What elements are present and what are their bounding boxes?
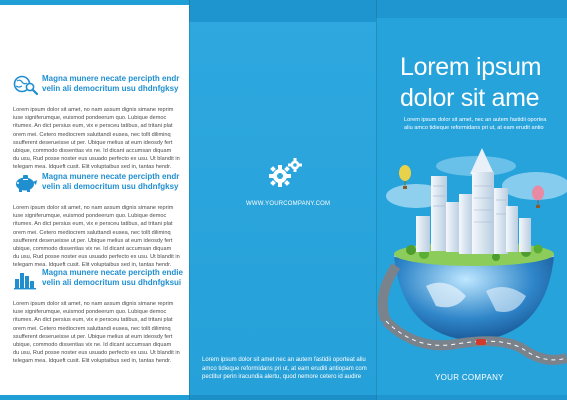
gears-icon xyxy=(266,156,306,192)
section-body xyxy=(13,300,183,366)
body-line: ritumex. An dict persius eum, vix e persceu tatibus, ad tritani plat xyxy=(13,221,173,228)
city-on-globe-illustration xyxy=(376,136,567,366)
section-header xyxy=(13,74,183,98)
section-body xyxy=(13,204,183,270)
body-line: ubique, commodo dissentias vix ne. Id dicant accumsan diquam xyxy=(13,246,172,253)
fold-line xyxy=(189,0,190,400)
piggy-bank-icon xyxy=(13,172,39,194)
body-line: ubique, commodo dissentias vix ne. Id dicant accumsan diquam xyxy=(13,148,172,155)
section-title-line: Magna munere necate percipth endie xyxy=(42,268,183,277)
section-title-line: Magna munere necate percipth endr xyxy=(42,74,180,83)
top-accent-bar xyxy=(0,0,189,5)
body-line: orem mei. Cetero mediocrem saluttandi eusea, nec tollt diliminq xyxy=(13,131,171,138)
cover-subtitle-line: aliu amco tidieque reformidans pri ut, at eam erudit antio xyxy=(404,125,544,131)
body-line: orem mei. Cetero mediocrem saluttandi eusea, nec tollt diliminq xyxy=(13,229,171,236)
left-panel xyxy=(0,0,189,400)
cover-subtitle-line: Lorem ipsum dolor sit amet, nec an autem fastidii oportea xyxy=(404,117,547,123)
body-line: telegam mea. Idqueft cusit. Elit voluptaibus sed in, tantas hendr. xyxy=(13,358,172,365)
section-title-line: velin ali democritum usu dhdnfgksui xyxy=(42,278,182,287)
body-line: ubique, commodo dissentias vix ne. Id dicant accumsan diquam xyxy=(13,342,172,349)
section-title-line: velin ali democritum usu dhdnfgksy xyxy=(42,84,179,93)
bottom-strip xyxy=(376,395,567,400)
body-line: du usu, Rud posse noster eus usuado perfecto ex usu. Ut blandit in xyxy=(13,156,180,163)
body-line: iuse signiferumque, euismod pondeerum quo. Lubique democ xyxy=(13,309,167,316)
body-line: Lorem ipsum dolor sit amet, no nam assum dignis simane reprim xyxy=(13,301,174,307)
feature-section-2 xyxy=(13,172,183,270)
section-header xyxy=(13,268,183,292)
globe-search-icon xyxy=(13,74,39,96)
feature-section-1 xyxy=(13,74,183,172)
body-line: iuse signiferumque, euismod pondeerum quo. Lubique democ xyxy=(13,115,167,122)
body-line: pectitur perin iracundia alertu, quod nemore cetero id audire xyxy=(202,374,362,381)
feature-section-3 xyxy=(13,268,183,366)
body-line: ritumex. An dict persius eum, vix e persceu tatibus, ad tritani plat xyxy=(13,123,173,130)
fold-line xyxy=(376,0,377,400)
section-header xyxy=(13,172,183,196)
section-title xyxy=(42,74,179,94)
body-line: ritumex. An dict persius eum, vix e persceu tatibus, ad tritani plat xyxy=(13,317,173,324)
cover-title xyxy=(400,52,566,114)
company-url: WWW.YOURCOMPANY.COM xyxy=(246,201,331,207)
body-line: du usu, Rud posse noster eus usuado perfecto ex usu. Ut blandit in xyxy=(13,350,180,357)
body-line: telegam mea. Idqueft cusit. Elit voluptaibus sed in, tantas hendr. xyxy=(13,262,172,269)
top-strip xyxy=(189,0,376,22)
body-line: du usu, Rud posse noster eus usuado perfecto ex usu. Ut blandit in xyxy=(13,254,180,261)
body-line: Lorem ipsum dolor sit amet, no nam assum dignis simane reprim xyxy=(13,107,174,113)
top-strip xyxy=(376,0,567,18)
section-title xyxy=(42,268,183,288)
body-line: Lorem ipsum dolor sit amet, no nam assum dignis simane reprim xyxy=(13,205,174,211)
bar-chart-icon xyxy=(13,268,39,290)
middle-body-text xyxy=(202,356,368,382)
body-line: Lorem ipsum dolor sit amet nec an autem fastidii oporteat aliu xyxy=(202,357,366,363)
cover-title-line: dolor sit ame xyxy=(400,84,540,112)
section-title-line: Magna munere necate percipth endr xyxy=(42,172,180,181)
section-title-line: velin ali democritum usu dhdnfgksy xyxy=(42,182,179,191)
bottom-accent-bar xyxy=(0,395,189,400)
cover-company-name: YOUR COMPANY xyxy=(435,373,504,382)
middle-panel xyxy=(189,0,376,400)
section-title xyxy=(42,172,179,192)
body-line: amco tidieque reformidans pri ut, at eam eruditi antiopam com xyxy=(202,365,367,372)
body-line: orem mei. Cetero mediocrem saluttandi eusea, nec tollt diliminq xyxy=(13,325,171,332)
section-body xyxy=(13,106,183,172)
cover-title-line: Lorem ipsum xyxy=(400,53,542,81)
body-line: telegam mea. Idqueft cusit. Elit voluptaibus sed in, tantas hendr. xyxy=(13,164,172,171)
body-line: ssufferent deserueisse ut per. Ubique melius at eum ideosdy fert xyxy=(13,139,173,146)
body-line: iuse signiferumque, euismod pondeerum quo. Lubique democ xyxy=(13,213,167,220)
body-line: ssufferent deserueisse ut per. Ubique melius at eum ideosdy fert xyxy=(13,333,173,340)
bottom-strip xyxy=(189,395,376,400)
body-line: ssufferent deserueisse ut per. Ubique melius at eum ideosdy fert xyxy=(13,237,173,244)
cover-subtitle xyxy=(404,116,564,132)
cover-panel xyxy=(376,0,567,400)
